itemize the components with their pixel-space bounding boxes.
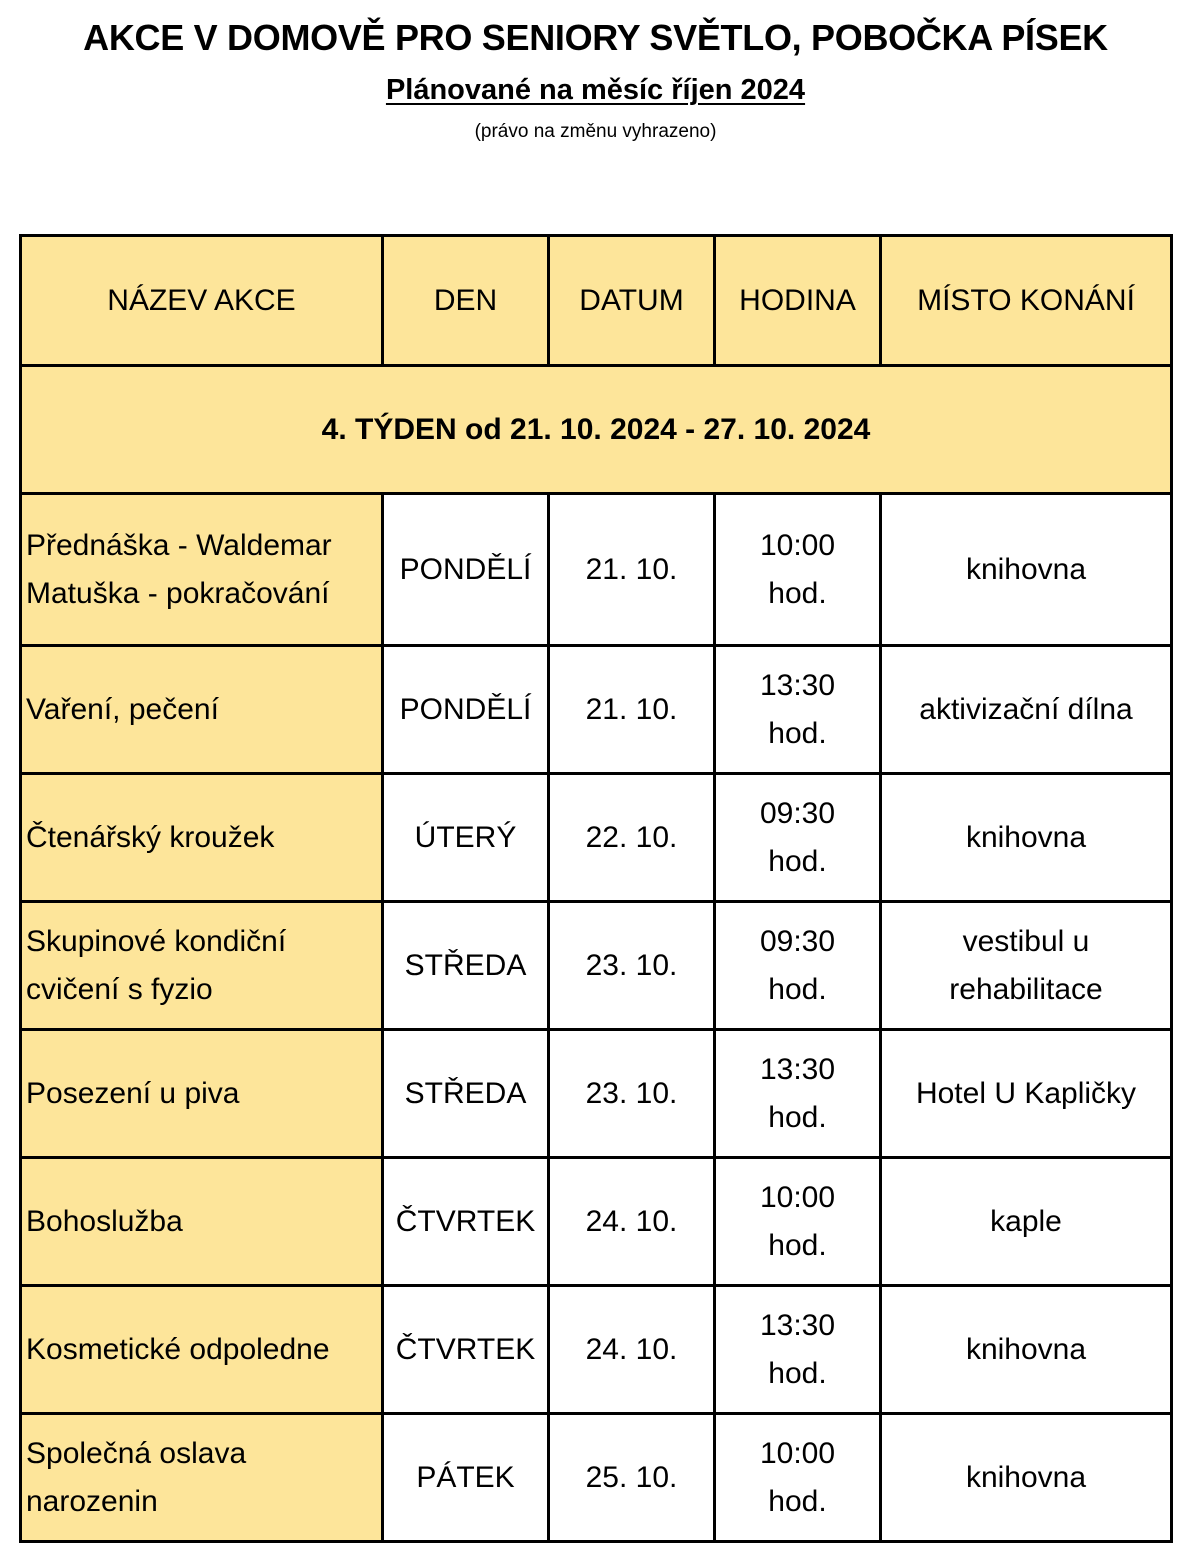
event-name-line: narozenin [26,1484,158,1518]
events-table [19,234,1173,1543]
event-place [881,1414,1172,1542]
event-time [715,1414,881,1542]
event-place [881,902,1172,1030]
event-time [715,902,881,1030]
table-row [21,774,1172,902]
event-name-line: cvičení s fyzio [26,972,213,1006]
event-time-line: hod. [768,1356,827,1390]
event-name [21,1286,383,1414]
event-time-line: 09:30 [759,796,836,830]
event-place-line: kaple [990,1204,1062,1238]
page-title: AKCE V DOMOVĚ PRO SENIORY SVĚTLO, POBOČKA PÍSEK [83,17,1108,58]
event-name [21,902,383,1030]
table-row [21,1030,1172,1158]
event-place-line: rehabilitace [949,972,1103,1006]
event-time-line: hod. [768,972,827,1006]
subtitle-text: Plánované na měsíc říjen 2024 [385,74,806,106]
event-date: 25. 10. [549,1414,715,1542]
event-time [715,1030,881,1158]
event-place [881,646,1172,774]
event-name [21,1158,383,1286]
event-name [21,774,383,902]
event-time-line: hod. [768,1228,827,1262]
event-time-line: hod. [768,576,827,610]
column-header-date: DATUM [549,236,715,366]
event-name-line: Přednáška - Waldemar [26,528,332,562]
table-header-row [21,236,1172,366]
event-time-line: 13:30 [759,668,836,702]
event-time-line: 13:30 [759,1308,836,1342]
event-place [881,774,1172,902]
event-date: 21. 10. [549,494,715,646]
event-day: ČTVRTEK [383,1286,549,1414]
event-place-line: aktivizační dílna [919,692,1133,726]
event-time-line: hod. [768,1484,827,1518]
event-name-line: Matuška - pokračování [26,576,330,610]
event-place-line: vestibul u [962,924,1090,958]
event-place-line: knihovna [965,1332,1087,1366]
column-header-time: HODINA [715,236,881,366]
event-name-line: Společná oslava [26,1436,247,1470]
event-day: PONDĚLÍ [383,494,549,646]
event-name-line: Vaření, pečení [26,692,219,726]
event-name [21,646,383,774]
change-note: (právo na změnu vyhrazeno) [474,121,717,142]
table-row [21,494,1172,646]
week-label: 4. TÝDEN od 21. 10. 2024 - 27. 10. 2024 [21,366,1172,494]
table-row [21,902,1172,1030]
event-day: STŘEDA [383,1030,549,1158]
event-time-line: 13:30 [759,1052,836,1086]
event-date: 23. 10. [549,902,715,1030]
event-time [715,646,881,774]
event-day: ČTVRTEK [383,1158,549,1286]
event-name [21,1414,383,1542]
event-place [881,1030,1172,1158]
event-day: STŘEDA [383,902,549,1030]
table-row [21,1286,1172,1414]
event-time-line: hod. [768,844,827,878]
event-place [881,494,1172,646]
table-row [21,1414,1172,1542]
event-name-line: Skupinové kondiční [26,924,287,958]
event-place-line: knihovna [965,552,1087,586]
event-time-line: 10:00 [759,1436,836,1470]
table-row [21,646,1172,774]
event-time-line: 09:30 [759,924,836,958]
event-date: 24. 10. [549,1158,715,1286]
event-place-line: knihovna [965,1460,1087,1494]
event-date: 23. 10. [549,1030,715,1158]
event-time-line: 10:00 [759,528,836,562]
event-name-line: Kosmetické odpoledne [26,1332,330,1366]
page-subtitle [0,70,1191,110]
event-name-line: Čtenářský kroužek [26,820,275,854]
column-header-name: NÁZEV AKCE [21,236,383,366]
event-time-line: hod. [768,1100,827,1134]
event-name-line: Bohoslužba [26,1204,183,1238]
event-time [715,494,881,646]
event-place-line: Hotel U Kapličky [915,1076,1137,1110]
event-day: PONDĚLÍ [383,646,549,774]
event-place [881,1158,1172,1286]
event-time [715,1158,881,1286]
column-header-day: DEN [383,236,549,366]
event-time-line: hod. [768,716,827,750]
event-name-line: Posezení u piva [26,1076,240,1110]
event-time [715,774,881,902]
event-name [21,1030,383,1158]
event-date: 24. 10. [549,1286,715,1414]
event-time-line: 10:00 [759,1180,836,1214]
event-time [715,1286,881,1414]
event-place [881,1286,1172,1414]
event-name [21,494,383,646]
column-header-place: MÍSTO KONÁNÍ [881,236,1172,366]
event-day: ÚTERÝ [383,774,549,902]
table-row [21,1158,1172,1286]
event-day: PÁTEK [383,1414,549,1542]
event-date: 22. 10. [549,774,715,902]
week-row [21,366,1172,494]
event-place-line: knihovna [965,820,1087,854]
event-date: 21. 10. [549,646,715,774]
